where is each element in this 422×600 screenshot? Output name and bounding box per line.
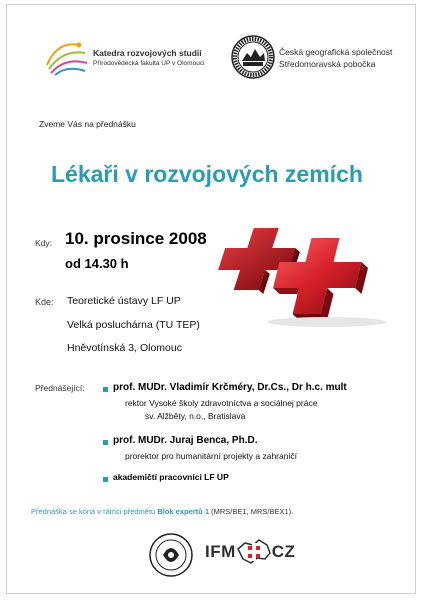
invitation-text: Zveme Vás na přednášku <box>39 119 136 129</box>
lecture-title: Lékaři v rozvojových zemích <box>51 161 363 187</box>
department-logo-icon <box>41 35 89 77</box>
ifmsa-text-left: IFM <box>205 542 236 561</box>
speakers-label: Přednášející: <box>35 383 85 393</box>
speaker-affiliation: prorektor pro humanitární projekty a zahraničí <box>125 451 297 461</box>
when-label: Kdy: <box>35 238 53 248</box>
speaker-name: akademičtí pracovníci LF UP <box>113 472 229 482</box>
course-codes: (MRS/BE1, MRS/BEX1). <box>211 507 294 516</box>
venue-line: Velká posluchárna (TU TEP) <box>67 319 200 331</box>
course-note <box>31 507 293 516</box>
department-name: Katedra rozvojových studií <box>93 48 202 58</box>
bullet-icon <box>103 440 108 445</box>
venue-line: Teoretické ústavy LF UP <box>67 295 181 307</box>
venue-line: Hněvotínská 3, Olomouc <box>67 342 182 354</box>
speaker-affiliation: sv. Alžběty, n.o., Bratislava <box>145 411 246 421</box>
speaker-name: prof. MUDr. Vladimír Krčméry, Dr.Cs., Dr h.c. mult <box>113 382 347 393</box>
where-label: Kde: <box>35 297 54 307</box>
society-name: Česká geografická společnost <box>279 47 393 57</box>
lecture-time: od 14.30 h <box>65 256 129 271</box>
red-cross-icon <box>217 210 392 330</box>
bullet-icon <box>103 477 108 482</box>
lecture-date: 10. prosince 2008 <box>65 229 207 248</box>
student-society-seal-icon <box>149 533 193 577</box>
speaker-affiliation: rektor Vysoké školy zdravotníctva a sociálnej práce <box>125 398 318 408</box>
department-faculty: Přírodovědecká fakulta UP v Olomouci <box>93 60 205 67</box>
society-branch: Středomoravská pobočka <box>279 59 376 69</box>
ifmsa-text-right: CZ <box>271 542 296 561</box>
speaker-name: prof. MUDr. Juraj Benca, Ph.D. <box>113 435 258 446</box>
poster <box>6 4 416 594</box>
bullet-icon <box>103 387 108 392</box>
course-note-prefix: Přednáška se koná v rámci předmětu <box>31 507 156 516</box>
society-seal-icon <box>231 35 275 79</box>
course-subject: Blok expertů 1 <box>157 507 210 516</box>
ifmsa-map-icon <box>235 533 273 571</box>
